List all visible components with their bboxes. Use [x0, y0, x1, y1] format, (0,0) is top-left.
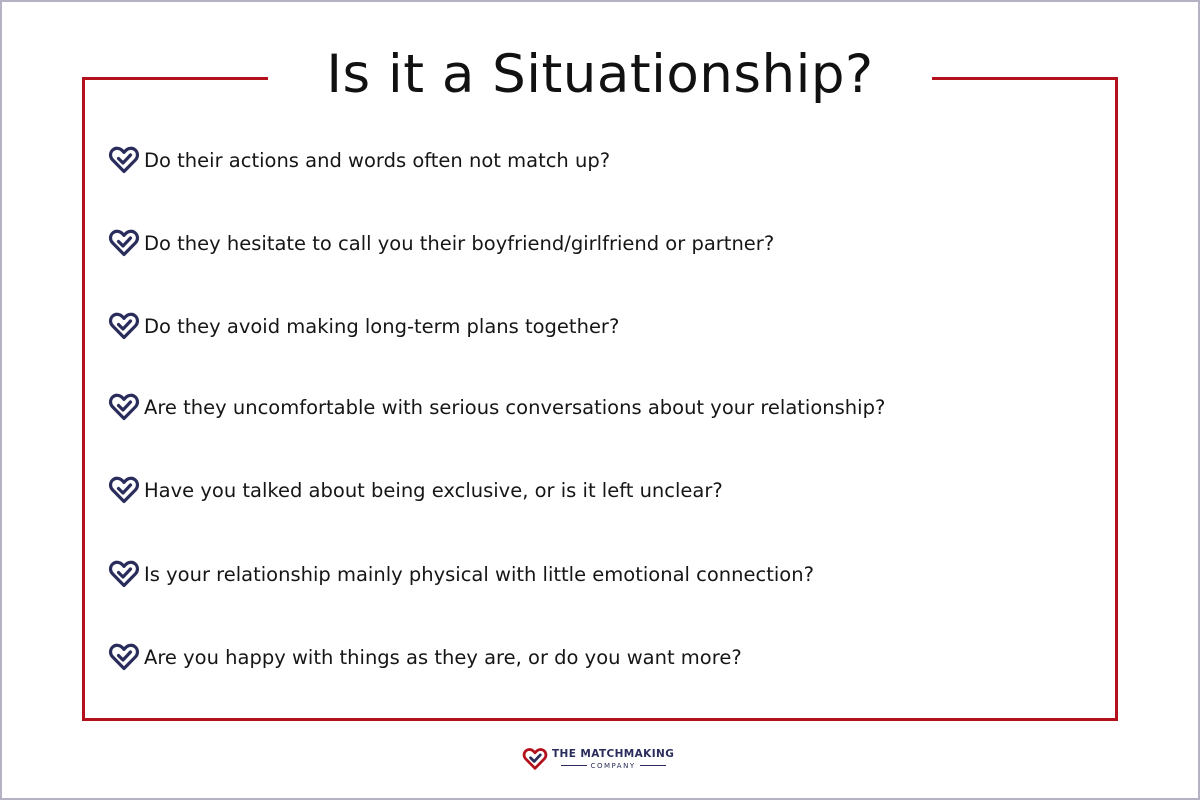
question-item [108, 640, 742, 674]
heart-check-icon [108, 474, 140, 506]
question-item [108, 473, 723, 507]
heart-check-icon [108, 310, 140, 342]
question-text: Do their actions and words often not match up? [144, 148, 611, 172]
question-text: Do they hesitate to call you their boyfriend/girlfriend or partner? [144, 231, 775, 255]
logo-wordmark [552, 748, 674, 771]
question-text: Are you happy with things as they are, or do you want more? [144, 645, 742, 669]
page-title: Is it a Situationship? [326, 44, 874, 105]
heart-check-icon [108, 227, 140, 259]
logo-line2: COMPANY [590, 761, 636, 770]
logo-dash [561, 765, 587, 766]
question-text: Have you talked about being exclusive, or is it left unclear? [144, 478, 723, 502]
heart-check-icon [108, 391, 140, 423]
heart-check-icon [108, 641, 140, 673]
company-logo [522, 744, 682, 774]
question-item [108, 390, 885, 424]
heart-logo-icon [522, 746, 548, 772]
logo-line1: THE MATCHMAKING [552, 747, 675, 760]
question-text: Are they uncomfortable with serious conversations about your relationship? [144, 395, 886, 419]
logo-dash [640, 765, 666, 766]
heart-check-icon [108, 558, 140, 590]
heart-check-icon [108, 144, 140, 176]
logo-line2-wrap [557, 761, 670, 771]
question-item [108, 557, 814, 591]
question-item [108, 309, 619, 343]
question-item [108, 143, 610, 177]
question-item [108, 226, 774, 260]
question-text: Is your relationship mainly physical with little emotional connection? [144, 562, 814, 586]
question-text: Do they avoid making long-term plans together? [144, 314, 620, 338]
